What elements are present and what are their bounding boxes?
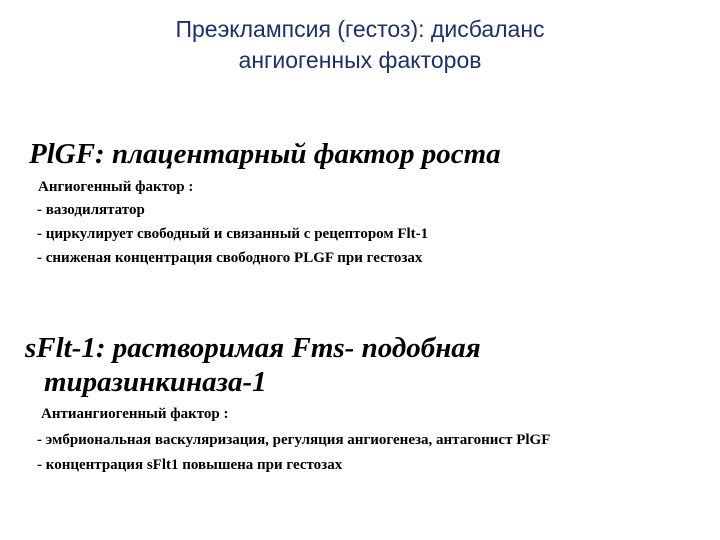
section-heading-sflt1-line-2: тиразинкиназа-1 bbox=[44, 366, 267, 398]
sflt1-line-1: Антиангиогенный фактор : bbox=[41, 406, 229, 422]
slide-title bbox=[60, 14, 660, 76]
slide-title-line-2: ангиогенных факторов bbox=[238, 47, 482, 73]
sflt1-line-3: - концентрация sFlt1 повышена при гестозах bbox=[37, 457, 343, 473]
sflt1-line-2: - эмбриональная васкуляризация, регуляция ангиогенеза, антагонист PlGF bbox=[37, 432, 551, 448]
plgf-line-1: Ангиогенный фактор : bbox=[38, 179, 194, 195]
section-heading-plgf: PlGF: плацентарный фактор роста bbox=[29, 138, 501, 170]
plgf-line-2: - вазодилятатор bbox=[37, 202, 145, 218]
plgf-line-4: - сниженая концентрация свободного PLGF при гестозах bbox=[37, 250, 423, 266]
section-heading-sflt1-line-1: sFlt-1: растворимая Fms- подобная bbox=[25, 332, 481, 364]
slide-title-line-1: Преэклампсия (гестоз): дисбаланс bbox=[175, 16, 545, 42]
plgf-line-3: - циркулирует свободный и связанный с рецептором Flt-1 bbox=[37, 226, 429, 242]
